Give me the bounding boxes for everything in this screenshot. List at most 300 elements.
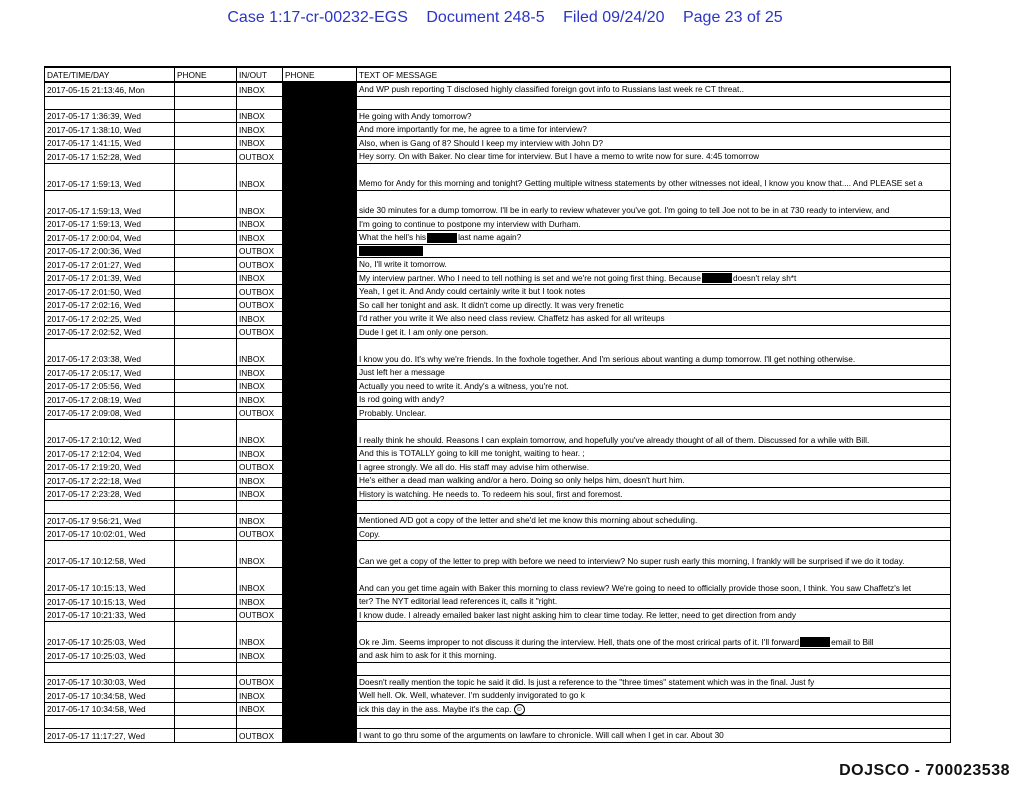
cell-datetime — [45, 96, 175, 109]
redacted-phone-cell — [283, 163, 357, 190]
cell-message — [357, 123, 951, 137]
cell-direction: INBOX — [237, 217, 283, 231]
cell-message — [357, 136, 951, 150]
cell-message — [357, 514, 951, 528]
message-text: Is rod going with andy? — [359, 394, 445, 404]
table-row — [45, 109, 951, 123]
redaction-box — [800, 637, 830, 647]
cell-direction: INBOX — [237, 123, 283, 137]
table-row — [45, 675, 951, 689]
table-row — [45, 366, 951, 380]
cell-message — [357, 258, 951, 272]
redacted-phone-cell — [283, 514, 357, 528]
cell-datetime: 2017-05-17 10:21:33, Wed — [45, 608, 175, 622]
cell-message — [357, 82, 951, 96]
message-text: I agree strongly. We all do. His staff may advise him otherwise. — [359, 461, 590, 472]
table-row — [45, 487, 951, 501]
cell-direction: OUTBOX — [237, 298, 283, 312]
cell-direction: INBOX — [237, 689, 283, 703]
redaction-box — [427, 233, 457, 243]
cell-message — [357, 271, 951, 285]
cell-message — [357, 487, 951, 501]
cell-message — [357, 406, 951, 420]
message-text: Mentioned A/D got a copy of the letter and she'd let me know this morning about scheduling. — [359, 515, 698, 525]
message-text: History is watching. He needs to. To redeem his soul, first and foremost. — [359, 488, 623, 499]
document-number: Document 248-5 — [426, 9, 545, 26]
cell-phone — [175, 217, 237, 231]
cell-phone — [175, 406, 237, 420]
cell-datetime: 2017-05-17 2:00:36, Wed — [45, 244, 175, 258]
cell-message — [357, 109, 951, 123]
cell-direction: INBOX — [237, 366, 283, 380]
smiley-icon: ☺ — [515, 705, 523, 713]
cell-datetime — [45, 716, 175, 729]
redacted-phone-cell — [283, 150, 357, 164]
cell-direction: OUTBOX — [237, 258, 283, 272]
table-row — [45, 622, 951, 649]
table-row — [45, 608, 951, 622]
cell-datetime: 2017-05-17 2:12:04, Wed — [45, 447, 175, 461]
message-text-before: Ok re Jim. Seems improper to not discuss it during the interview. Hell, thats one of the most crirical parts of it. I'll forward — [359, 636, 800, 647]
cell-direction: INBOX — [237, 109, 283, 123]
table-row — [45, 514, 951, 528]
cell-phone — [175, 231, 237, 245]
cell-message — [357, 675, 951, 689]
message-text: Copy. — [359, 528, 381, 539]
cell-datetime: 2017-05-17 1:59:13, Wed — [45, 163, 175, 190]
cell-direction: INBOX — [237, 447, 283, 461]
message-text: And this is TOTALLY going to kill me tonight, waiting to hear. ; — [359, 448, 585, 458]
cell-direction: OUTBOX — [237, 608, 283, 622]
message-text: I know you do. It's why we're friends. In the foxhole together. And I'm serious about wanting a dump tomorrow. I'll get nothing otherwise. — [359, 353, 856, 364]
table-row — [45, 474, 951, 488]
case-header — [0, 9, 1010, 27]
redacted-phone-cell — [283, 716, 357, 729]
cell-message — [357, 231, 951, 245]
cell-phone — [175, 339, 237, 366]
redacted-phone-cell — [283, 96, 357, 109]
cell-direction: INBOX — [237, 568, 283, 595]
message-text-after: last name again? — [458, 232, 522, 242]
redacted-phone-cell — [283, 217, 357, 231]
table-row — [45, 420, 951, 447]
cell-direction: INBOX — [237, 312, 283, 326]
cell-datetime: 2017-05-17 2:19:20, Wed — [45, 460, 175, 474]
message-text-before: My interview partner. Who I need to tell nothing is set and we're not going first thing. Because — [359, 272, 701, 283]
cell-direction: INBOX — [237, 622, 283, 649]
table-row — [45, 285, 951, 299]
cell-datetime: 2017-05-17 10:15:13, Wed — [45, 595, 175, 609]
cell-message — [357, 325, 951, 339]
table-row — [45, 568, 951, 595]
cell-message — [357, 379, 951, 393]
table-row — [45, 527, 951, 541]
cell-phone — [175, 123, 237, 137]
table-row — [45, 163, 951, 190]
cell-phone — [175, 366, 237, 380]
redacted-phone-cell — [283, 123, 357, 137]
message-text: Also, when is Gang of 8? Should I keep my interview with John D? — [359, 137, 603, 148]
message-text: And can you get time again with Baker this morning to class review? We're going to need to officially provide those soon, I think. You saw Chaffetz's let — [359, 582, 911, 593]
cell-phone — [175, 649, 237, 663]
table-body — [45, 82, 951, 742]
cell-phone — [175, 82, 237, 96]
cell-datetime — [45, 501, 175, 514]
redacted-phone-cell — [283, 298, 357, 312]
cell-direction: INBOX — [237, 339, 283, 366]
col-header-message: TEXT OF MESSAGE — [357, 67, 951, 82]
cell-message — [357, 285, 951, 299]
table-row — [45, 312, 951, 326]
cell-datetime: 2017-05-17 2:03:38, Wed — [45, 339, 175, 366]
table-row — [45, 244, 951, 258]
cell-datetime: 2017-05-17 2:02:16, Wed — [45, 298, 175, 312]
cell-message — [357, 163, 951, 190]
table-row — [45, 136, 951, 150]
message-text: I really think he should. Reasons I can explain tomorrow, and hopefully you've already thought of all of them. Discussed for a while with Bill. — [359, 434, 870, 445]
cell-message — [357, 474, 951, 488]
cell-direction: OUTBOX — [237, 406, 283, 420]
table-row — [45, 447, 951, 461]
table-row — [45, 96, 951, 109]
case-number: Case 1:17-cr-00232-EGS — [227, 9, 408, 26]
cell-datetime: 2017-05-17 2:08:19, Wed — [45, 393, 175, 407]
cell-message — [357, 393, 951, 407]
redacted-phone-cell — [283, 689, 357, 703]
table-row — [45, 339, 951, 366]
redacted-phone-cell — [283, 729, 357, 743]
cell-message — [357, 460, 951, 474]
cell-datetime: 2017-05-17 2:01:39, Wed — [45, 271, 175, 285]
redacted-phone-cell — [283, 487, 357, 501]
redaction-box — [702, 273, 732, 283]
cell-phone — [175, 163, 237, 190]
redacted-phone-cell — [283, 501, 357, 514]
message-text: Well hell. Ok. Well, whatever. I'm suddenly invigorated to go k — [359, 690, 585, 700]
cell-phone — [175, 675, 237, 689]
cell-datetime: 2017-05-17 10:15:13, Wed — [45, 568, 175, 595]
cell-datetime: 2017-05-17 10:12:58, Wed — [45, 541, 175, 568]
cell-message — [357, 312, 951, 326]
cell-message — [357, 541, 951, 568]
cell-datetime: 2017-05-17 10:30:03, Wed — [45, 675, 175, 689]
message-text: ick this day in the ass. Maybe it's the cap. — [359, 703, 512, 714]
cell-message — [357, 595, 951, 609]
message-text: Can we get a copy of the letter to prep with before we need to interview? No super rush early this morning, I frankly will be surprised if we do it today. — [359, 555, 905, 566]
cell-phone — [175, 325, 237, 339]
message-text-after: doesn't relay sh*t — [732, 272, 797, 283]
cell-direction: OUTBOX — [237, 244, 283, 258]
table-row — [45, 123, 951, 137]
table-row — [45, 689, 951, 703]
cell-phone — [175, 622, 237, 649]
table-row — [45, 595, 951, 609]
cell-direction: OUTBOX — [237, 729, 283, 743]
cell-phone — [175, 662, 237, 675]
cell-message — [357, 689, 951, 703]
cell-phone — [175, 136, 237, 150]
redacted-phone-cell — [283, 702, 357, 716]
cell-message — [357, 420, 951, 447]
cell-datetime: 2017-05-17 1:52:28, Wed — [45, 150, 175, 164]
cell-direction: INBOX — [237, 190, 283, 217]
cell-datetime: 2017-05-17 1:59:13, Wed — [45, 190, 175, 217]
cell-phone — [175, 244, 237, 258]
cell-direction: INBOX — [237, 231, 283, 245]
cell-datetime: 2017-05-17 9:56:21, Wed — [45, 514, 175, 528]
cell-phone — [175, 541, 237, 568]
message-text: I want to go thru some of the arguments on lawfare to chronicle. Will call when I get in car. About 30 — [359, 730, 724, 740]
cell-phone — [175, 501, 237, 514]
cell-message — [357, 649, 951, 663]
cell-direction: OUTBOX — [237, 527, 283, 541]
page-number: Page 23 of 25 — [682, 9, 783, 26]
cell-datetime — [45, 662, 175, 675]
cell-message — [357, 96, 951, 109]
table-row — [45, 501, 951, 514]
table-header-row — [45, 67, 951, 82]
cell-direction — [237, 716, 283, 729]
redacted-phone-cell — [283, 190, 357, 217]
redacted-phone-cell — [283, 325, 357, 339]
redacted-phone-cell — [283, 474, 357, 488]
cell-direction: INBOX — [237, 393, 283, 407]
message-text: ter? The NYT editorial lead references it, calls it "right. — [359, 596, 558, 606]
message-text: And WP push reporting T disclosed highly classified foreign govt info to Russians last week re CT threat.. — [359, 84, 744, 94]
cell-message — [357, 608, 951, 622]
cell-message — [357, 217, 951, 231]
cell-phone — [175, 271, 237, 285]
table-row — [45, 298, 951, 312]
col-header-direction: IN/OUT — [237, 67, 283, 82]
filed-date: Filed 09/24/20 — [563, 9, 665, 26]
redaction-box — [359, 246, 423, 256]
cell-direction: OUTBOX — [237, 325, 283, 339]
cell-message — [357, 729, 951, 743]
cell-message — [357, 527, 951, 541]
cell-phone — [175, 568, 237, 595]
cell-direction: INBOX — [237, 420, 283, 447]
redacted-phone-cell — [283, 366, 357, 380]
cell-direction: OUTBOX — [237, 460, 283, 474]
cell-datetime: 2017-05-17 10:25:03, Wed — [45, 649, 175, 663]
cell-direction: OUTBOX — [237, 285, 283, 299]
table-row — [45, 150, 951, 164]
cell-direction: INBOX — [237, 163, 283, 190]
col-header-phone-2: PHONE — [283, 67, 357, 82]
message-text: Probably. Unclear. — [359, 407, 427, 418]
cell-message — [357, 150, 951, 164]
table-row — [45, 662, 951, 675]
cell-phone — [175, 702, 237, 716]
redacted-phone-cell — [283, 608, 357, 622]
message-text: And more importantly for me, he agree to a time for interview? — [359, 124, 587, 134]
cell-datetime: 2017-05-17 1:41:15, Wed — [45, 136, 175, 150]
cell-phone — [175, 150, 237, 164]
table-row — [45, 379, 951, 393]
table-row — [45, 82, 951, 96]
table-row — [45, 541, 951, 568]
redacted-phone-cell — [283, 258, 357, 272]
cell-datetime: 2017-05-17 2:23:28, Wed — [45, 487, 175, 501]
cell-message — [357, 339, 951, 366]
message-text: I know dude. I already emailed baker last night asking him to clear time today. Re letter, need to get direction from andy — [359, 609, 797, 620]
message-text: Just left her a message — [359, 367, 445, 377]
cell-datetime: 2017-05-17 2:02:25, Wed — [45, 312, 175, 326]
table-row — [45, 393, 951, 407]
redacted-phone-cell — [283, 622, 357, 649]
cell-datetime: 2017-05-17 2:00:04, Wed — [45, 231, 175, 245]
message-text: Hey sorry. On with Baker. No clear time for interview. But I have a memo to write now for sure. 4:45 tomorrow — [359, 151, 760, 161]
table-row — [45, 258, 951, 272]
redacted-phone-cell — [283, 285, 357, 299]
cell-direction — [237, 501, 283, 514]
cell-phone — [175, 689, 237, 703]
redacted-phone-cell — [283, 312, 357, 326]
redacted-phone-cell — [283, 527, 357, 541]
table-row — [45, 702, 951, 716]
cell-direction: INBOX — [237, 82, 283, 96]
message-text-after: email to Bill — [831, 636, 874, 647]
message-log-table — [44, 66, 951, 743]
redacted-phone-cell — [283, 231, 357, 245]
redacted-phone-cell — [283, 393, 357, 407]
redacted-phone-cell — [283, 675, 357, 689]
cell-datetime: 2017-05-17 2:09:08, Wed — [45, 406, 175, 420]
cell-message — [357, 501, 951, 514]
table-row — [45, 325, 951, 339]
redacted-phone-cell — [283, 406, 357, 420]
cell-datetime: 2017-05-15 21:13:46, Mon — [45, 82, 175, 96]
message-text: Dude I get it. I am only one person. — [359, 326, 489, 337]
message-text: Actually you need to write it. Andy's a witness, you're not. — [359, 380, 569, 391]
cell-datetime: 2017-05-17 1:36:39, Wed — [45, 109, 175, 123]
cell-direction — [237, 662, 283, 675]
cell-datetime: 2017-05-17 10:02:01, Wed — [45, 527, 175, 541]
col-header-phone: PHONE — [175, 67, 237, 82]
cell-direction: INBOX — [237, 514, 283, 528]
table-row — [45, 460, 951, 474]
cell-datetime: 2017-05-17 2:02:52, Wed — [45, 325, 175, 339]
message-text: and ask him to ask for it this morning. — [359, 650, 497, 660]
table-row — [45, 649, 951, 663]
redacted-phone-cell — [283, 662, 357, 675]
message-text: No, I'll write it tomorrow. — [359, 259, 447, 269]
redacted-phone-cell — [283, 460, 357, 474]
cell-datetime: 2017-05-17 11:17:27, Wed — [45, 729, 175, 743]
redacted-phone-cell — [283, 82, 357, 96]
message-text: Memo for Andy for this morning and tonight? Getting multiple witness statements by other witnesses not ideal, I know you know that.... And PLEASE set a — [359, 178, 923, 188]
cell-datetime: 2017-05-17 10:34:58, Wed — [45, 689, 175, 703]
table-row — [45, 190, 951, 217]
cell-datetime: 2017-05-17 2:22:18, Wed — [45, 474, 175, 488]
cell-datetime: 2017-05-17 2:10:12, Wed — [45, 420, 175, 447]
message-text: I'd rather you write it We also need class review. Chaffetz has asked for all writeups — [359, 313, 665, 323]
cell-phone — [175, 487, 237, 501]
message-text: Yeah, I get it. And Andy could certainly write it but I took notes — [359, 286, 586, 296]
redacted-phone-cell — [283, 339, 357, 366]
message-text: He going with Andy tomorrow? — [359, 110, 472, 121]
cell-phone — [175, 312, 237, 326]
message-text-before: What the hell's his — [359, 232, 427, 242]
cell-phone — [175, 595, 237, 609]
redacted-phone-cell — [283, 447, 357, 461]
message-text: Doesn't really mention the topic he said it did. Is just a reference to the "three times" statement which was in the final. Just fy — [359, 676, 815, 687]
cell-phone — [175, 527, 237, 541]
cell-message — [357, 366, 951, 380]
cell-direction: INBOX — [237, 487, 283, 501]
cell-direction: INBOX — [237, 379, 283, 393]
cell-direction: INBOX — [237, 649, 283, 663]
table-row — [45, 231, 951, 245]
cell-phone — [175, 298, 237, 312]
cell-direction: INBOX — [237, 595, 283, 609]
redacted-phone-cell — [283, 568, 357, 595]
col-header-datetime: DATE/TIME/DAY — [45, 67, 175, 82]
cell-datetime: 2017-05-17 2:05:17, Wed — [45, 366, 175, 380]
cell-datetime: 2017-05-17 2:01:50, Wed — [45, 285, 175, 299]
redacted-phone-cell — [283, 109, 357, 123]
table-row — [45, 271, 951, 285]
cell-phone — [175, 716, 237, 729]
cell-message — [357, 622, 951, 649]
redacted-phone-cell — [283, 379, 357, 393]
cell-datetime: 2017-05-17 2:01:27, Wed — [45, 258, 175, 272]
cell-message — [357, 190, 951, 217]
cell-phone — [175, 474, 237, 488]
cell-phone — [175, 190, 237, 217]
cell-message — [357, 244, 951, 258]
message-text: I'm going to continue to postpone my interview with Durham. — [359, 218, 581, 229]
cell-phone — [175, 96, 237, 109]
redacted-phone-cell — [283, 244, 357, 258]
cell-phone — [175, 514, 237, 528]
cell-direction: OUTBOX — [237, 675, 283, 689]
cell-phone — [175, 109, 237, 123]
cell-direction: INBOX — [237, 702, 283, 716]
cell-phone — [175, 393, 237, 407]
message-text: side 30 minutes for a dump tomorrow. I'll be in early to review whatever you've got. I'm going to tell Joe not to be in at 730 ready to interview, and — [359, 205, 890, 215]
redacted-phone-cell — [283, 420, 357, 447]
cell-direction: INBOX — [237, 136, 283, 150]
redacted-phone-cell — [283, 649, 357, 663]
redacted-phone-cell — [283, 595, 357, 609]
table-row — [45, 729, 951, 743]
cell-direction: INBOX — [237, 474, 283, 488]
cell-message — [357, 568, 951, 595]
cell-phone — [175, 420, 237, 447]
cell-message — [357, 298, 951, 312]
table-row — [45, 406, 951, 420]
cell-message — [357, 662, 951, 675]
cell-direction: INBOX — [237, 541, 283, 568]
redacted-phone-cell — [283, 541, 357, 568]
cell-message — [357, 702, 951, 716]
cell-direction: OUTBOX — [237, 150, 283, 164]
redacted-phone-cell — [283, 136, 357, 150]
cell-datetime: 2017-05-17 2:05:56, Wed — [45, 379, 175, 393]
cell-phone — [175, 285, 237, 299]
cell-phone — [175, 460, 237, 474]
table-row — [45, 217, 951, 231]
cell-datetime: 2017-05-17 10:25:03, Wed — [45, 622, 175, 649]
cell-phone — [175, 447, 237, 461]
cell-phone — [175, 608, 237, 622]
cell-datetime: 2017-05-17 10:34:58, Wed — [45, 702, 175, 716]
cell-message — [357, 447, 951, 461]
cell-datetime: 2017-05-17 1:38:10, Wed — [45, 123, 175, 137]
redacted-phone-cell — [283, 271, 357, 285]
